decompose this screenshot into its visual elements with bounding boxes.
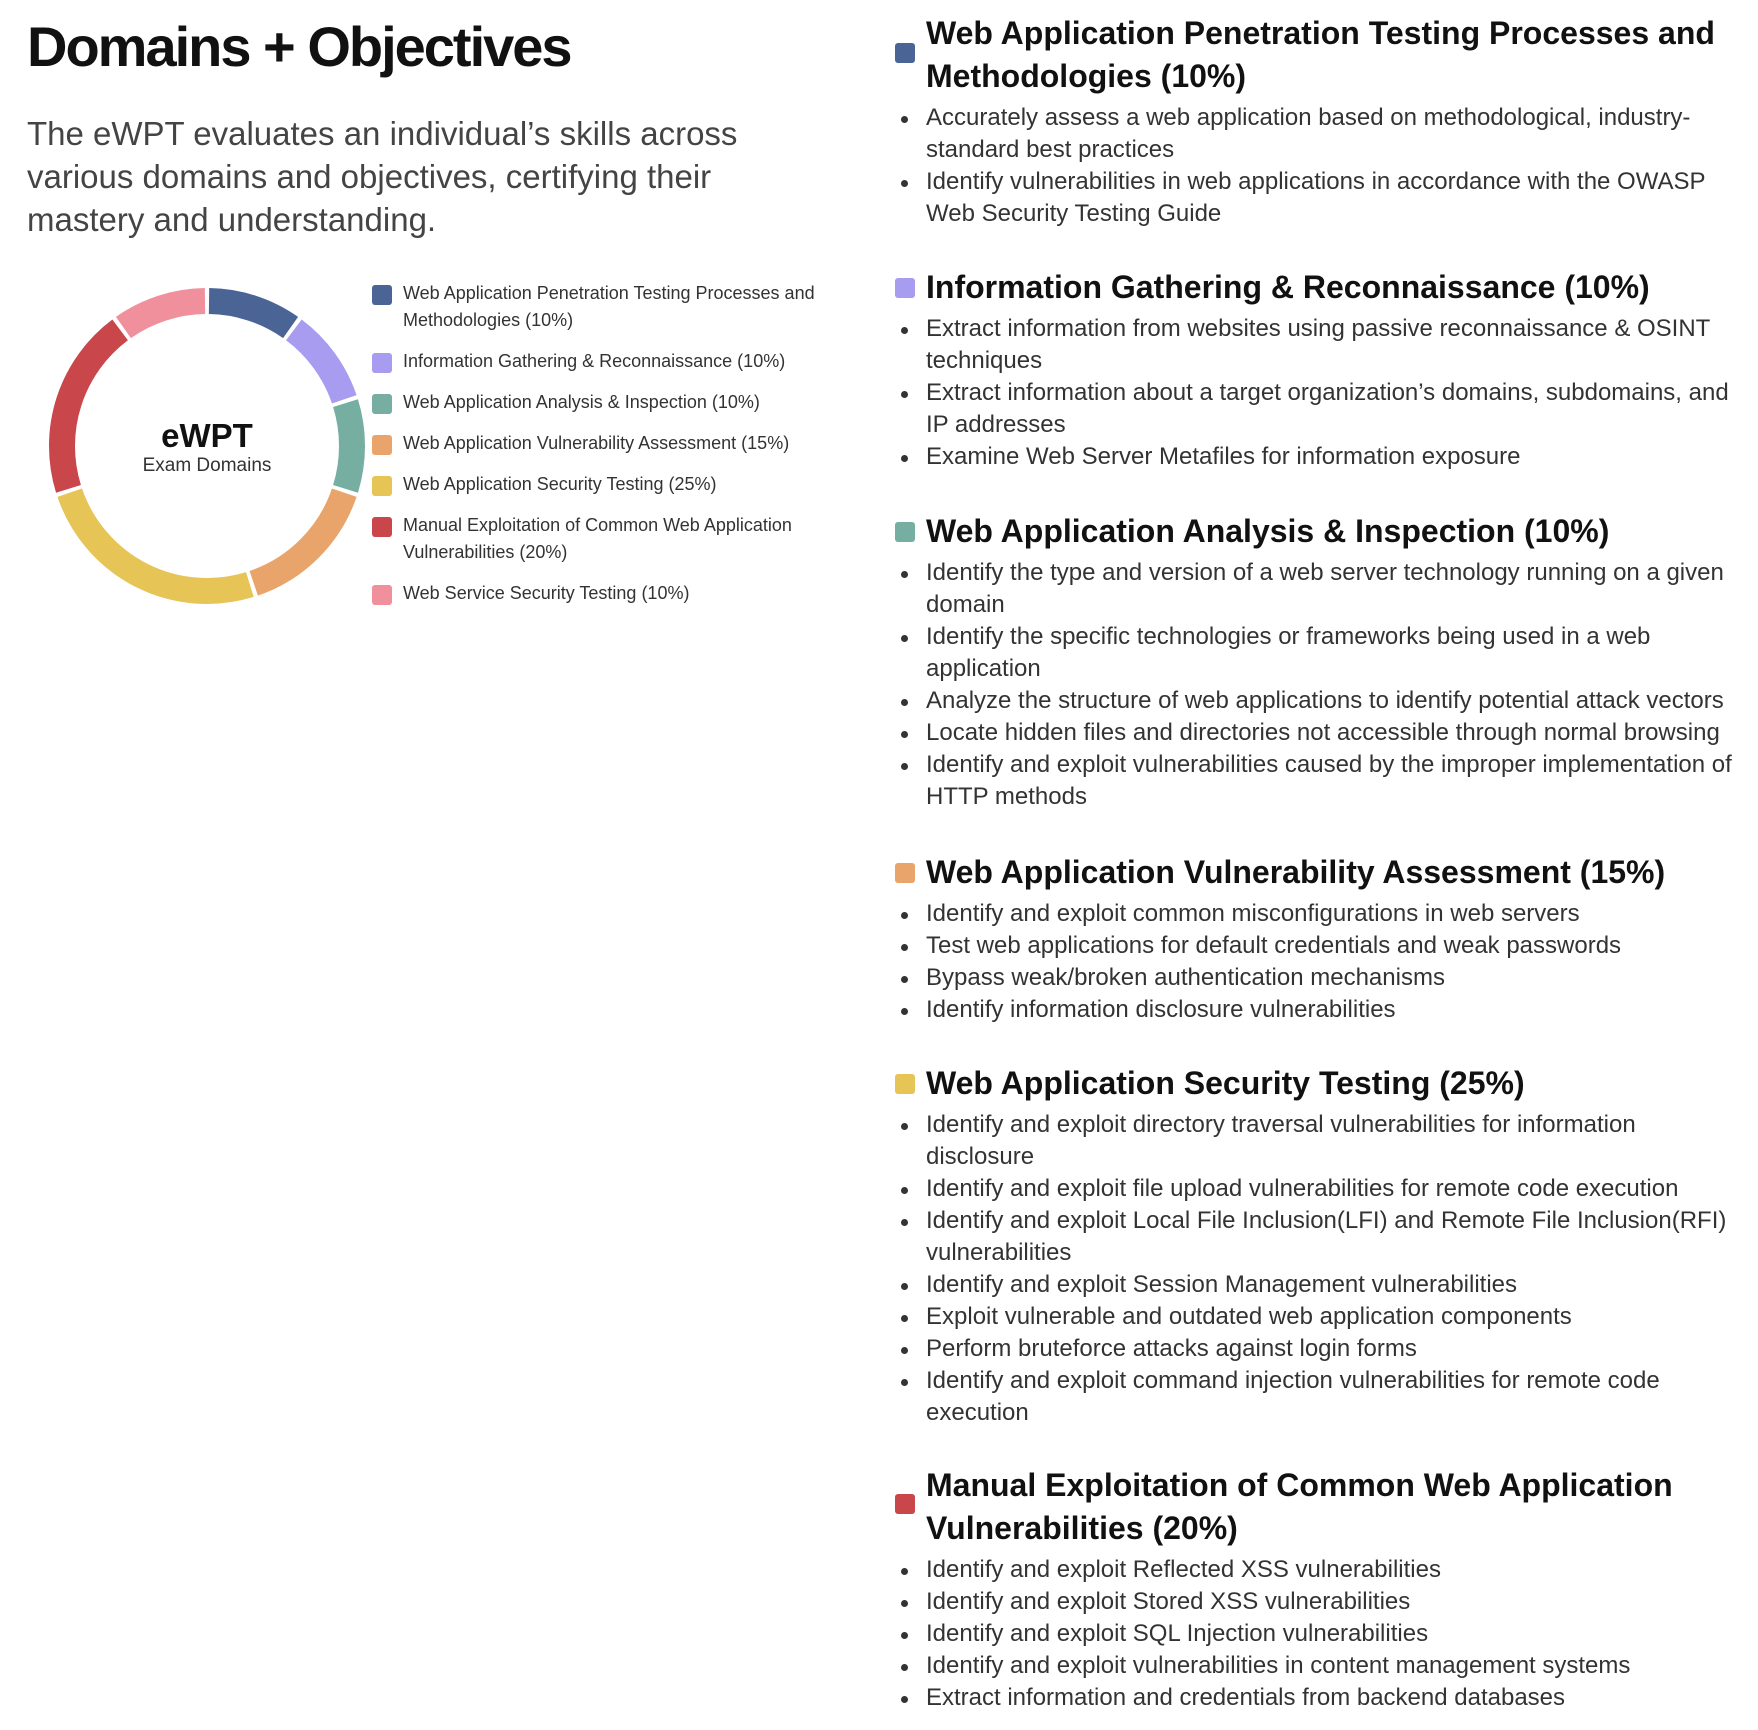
legend-item[interactable] [372, 471, 842, 498]
donut-center-subtitle: Exam Domains [142, 455, 272, 476]
domain-swatch [895, 1074, 915, 1094]
domain-heading-text: Information Gathering & Reconnaissance (10%) [926, 269, 1650, 305]
chart-legend [372, 280, 842, 621]
legend-swatch [372, 394, 392, 414]
objective-item: Perform bruteforce attacks against login forms [895, 1333, 1740, 1365]
domain-heading-text: Web Application Vulnerability Assessment (15%) [926, 854, 1666, 890]
objective-item: Identify the type and version of a web server technology running on a given domain [895, 557, 1740, 621]
objective-item: Extract information about a target organization’s domains, subdomains, and IP addresses [895, 377, 1740, 441]
legend-swatch [372, 285, 392, 305]
objective-item: Identify the specific technologies or frameworks being used in a web application [895, 621, 1740, 685]
legend-swatch [372, 353, 392, 373]
objective-item: Accurately assess a web application based on methodological, industry-standard best practices [895, 102, 1740, 166]
objective-item: Identify and exploit vulnerabilities in content management systems [895, 1650, 1740, 1682]
legend-label: Web Application Analysis & Inspection (10%) [403, 392, 760, 412]
legend-swatch [372, 435, 392, 455]
legend-label: Web Service Security Testing (10%) [403, 583, 690, 603]
domain-swatch [895, 1494, 915, 1514]
domain-section [895, 1464, 1740, 1714]
objective-item: Exploit vulnerable and outdated web application components [895, 1301, 1740, 1333]
donut-center-title: eWPT [161, 417, 253, 454]
objective-item: Identify and exploit Session Management vulnerabilities [895, 1269, 1740, 1301]
domain-heading [895, 851, 1740, 894]
domain-heading-text: Web Application Penetration Testing Processes and Methodologies (10%) [926, 15, 1715, 94]
domain-section [895, 510, 1740, 813]
objective-item: Identify vulnerabilities in web applications in accordance with the OWASP Web Security Testing Guide [895, 166, 1740, 230]
objective-item: Extract information from websites using passive reconnaissance & OSINT techniques [895, 313, 1740, 377]
domain-swatch [895, 43, 915, 63]
donut-center [41, 280, 373, 612]
legend-item[interactable] [372, 280, 842, 334]
legend-label: Web Application Penetration Testing Processes and Methodologies (10%) [403, 283, 815, 330]
legend-label: Manual Exploitation of Common Web Application Vulnerabilities (20%) [403, 515, 792, 562]
objective-item: Identify and exploit command injection vulnerabilities for remote code execution [895, 1365, 1740, 1429]
domain-heading [895, 1062, 1740, 1105]
domain-heading [895, 1464, 1740, 1550]
domain-heading-text: Web Application Security Testing (25%) [926, 1065, 1525, 1101]
domain-swatch [895, 522, 915, 542]
objective-item: Identify information disclosure vulnerabilities [895, 994, 1740, 1026]
legend-item[interactable] [372, 580, 842, 607]
objective-item: Bypass weak/broken authentication mechanisms [895, 962, 1740, 994]
objective-item: Identify and exploit Reflected XSS vulnerabilities [895, 1554, 1740, 1586]
objective-item: Identify and exploit SQL Injection vulnerabilities [895, 1618, 1740, 1650]
legend-swatch [372, 517, 392, 537]
legend-label: Information Gathering & Reconnaissance (10%) [403, 351, 786, 371]
legend-label: Web Application Security Testing (25%) [403, 474, 717, 494]
legend-item[interactable] [372, 430, 842, 457]
domain-swatch [895, 863, 915, 883]
domain-heading-text: Manual Exploitation of Common Web Application Vulnerabilities (20%) [926, 1467, 1673, 1546]
legend-item[interactable] [372, 348, 842, 375]
domain-heading-text: Web Application Analysis & Inspection (10%) [926, 513, 1610, 549]
objective-list [895, 1109, 1740, 1429]
objective-item: Examine Web Server Metafiles for information exposure [895, 441, 1740, 473]
objective-item: Test web applications for default credentials and weak passwords [895, 930, 1740, 962]
domain-section [895, 1062, 1740, 1429]
legend-label: Web Application Vulnerability Assessment (15%) [403, 433, 790, 453]
objective-item: Extract information and credentials from backend databases [895, 1682, 1740, 1714]
domain-heading [895, 266, 1740, 309]
objective-list [895, 1554, 1740, 1714]
domain-section [895, 12, 1740, 230]
objective-list [895, 102, 1740, 230]
domain-heading [895, 12, 1740, 98]
objective-item: Identify and exploit Stored XSS vulnerabilities [895, 1586, 1740, 1618]
legend-swatch [372, 585, 392, 605]
objective-item: Locate hidden files and directories not accessible through normal browsing [895, 717, 1740, 749]
domain-section [895, 851, 1740, 1026]
objective-item: Analyze the structure of web applications to identify potential attack vectors [895, 685, 1740, 717]
objective-list [895, 313, 1740, 473]
legend-item[interactable] [372, 389, 842, 416]
objective-list [895, 557, 1740, 813]
legend-item[interactable] [372, 512, 842, 566]
objective-item: Identify and exploit Local File Inclusion(LFI) and Remote File Inclusion(RFI) vulnerabilities [895, 1205, 1740, 1269]
objective-list [895, 898, 1740, 1026]
domain-section [895, 266, 1740, 473]
objective-item: Identify and exploit directory traversal vulnerabilities for information disclosure [895, 1109, 1740, 1173]
domain-swatch [895, 278, 915, 298]
objective-item: Identify and exploit file upload vulnerabilities for remote code execution [895, 1173, 1740, 1205]
legend-swatch [372, 476, 392, 496]
domain-heading [895, 510, 1740, 553]
intro-text: The eWPT evaluates an individual’s skills across various domains and objectives, certifying their mastery and understanding. [27, 115, 738, 238]
objective-item: Identify and exploit common misconfigurations in web servers [895, 898, 1740, 930]
page-title: Domains + Objectives [27, 15, 571, 78]
objective-item: Identify and exploit vulnerabilities caused by the improper implementation of HTTP methods [895, 749, 1740, 813]
domains-donut-chart [41, 280, 373, 612]
